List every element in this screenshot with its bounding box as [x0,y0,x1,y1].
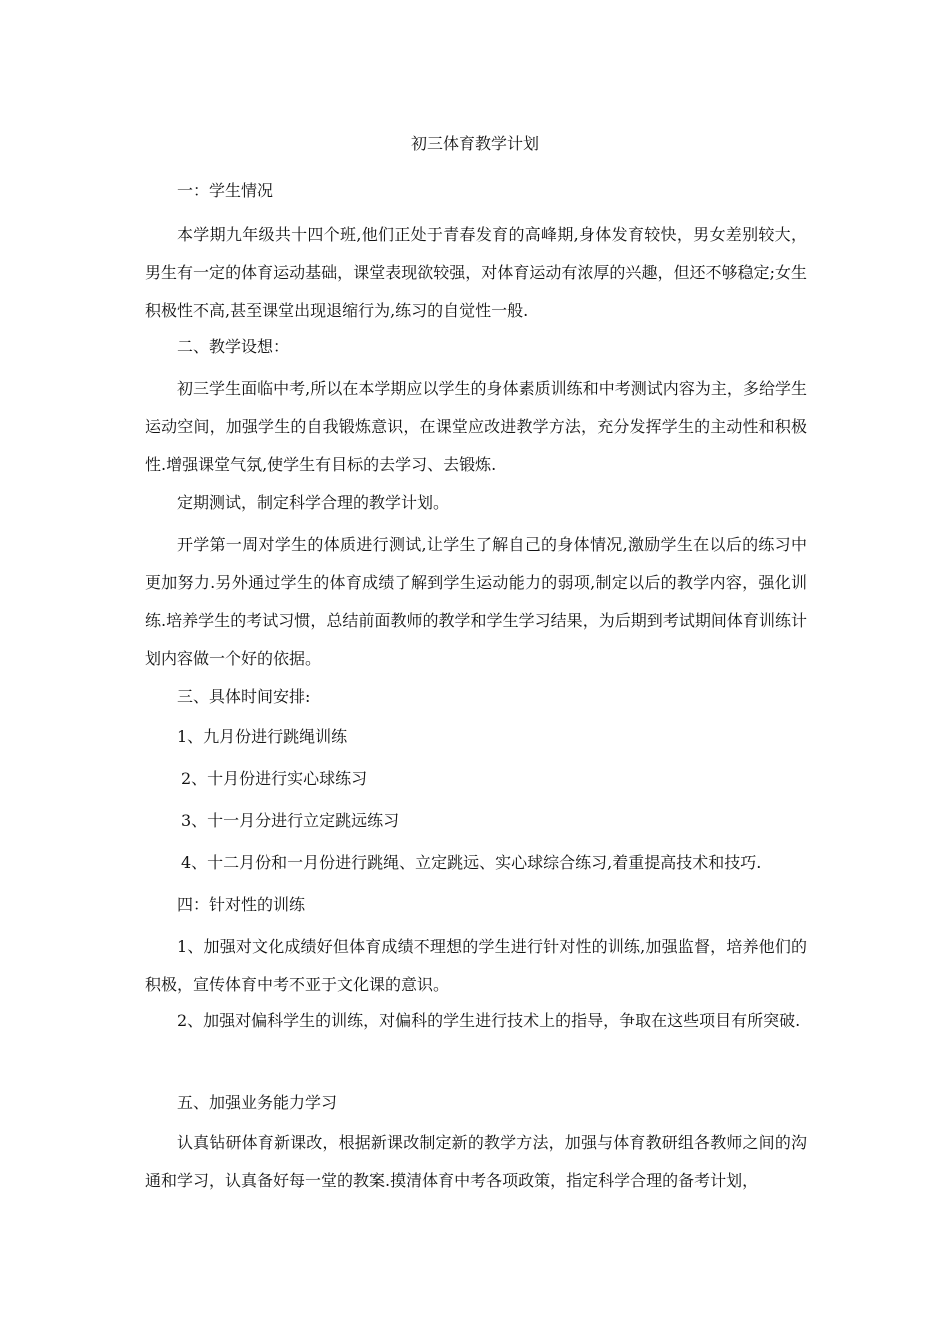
section-5-paragraph: 认真钻研体育新课改，根据新课改制定新的教学方法，加强与体育教研组各教师之间的沟通和学习，认真备好每一堂的教案.摸清体育中考各项政策，指定科学合理的备考计划， [145,1133,807,1190]
section-2-paragraph-1: 初三学生面临中考,所以在本学期应以学生的身体素质训练和中考测试内容为主，多给学生运动空间，加强学生的自我锻炼意识，在课堂应改进教学方法，充分发挥学生的主动性和积极性.增强课堂气氛,使学生有目标的去学习、去锻炼. [145,379,807,474]
section-2-paragraph-2: 定期测试，制定科学合理的教学计划。 [177,493,450,512]
section-2-paragraph-3: 开学第一周对学生的体质进行测试,让学生了解自己的身体情况,激励学生在以后的练习中更加努力.另外通过学生的体育成绩了解到学生运动能力的弱项,制定以后的教学内容，强化训练.培养学生的考试习惯，总结前面教师的教学和学生学习结果，为后期到考试期间体育训练计划内容做一个好的依据。 [145,535,807,668]
section-4-heading: 四：针对性的训练 [177,895,306,914]
section-3-item-3: 3、十一月分进行立定跳远练习 [181,811,400,830]
document-title: 初三体育教学计划 [410,134,539,153]
section-1-heading: 一：学生情况 [177,181,274,200]
section-3-heading: 三、具体时间安排: [177,687,311,706]
section-1-paragraph: 本学期九年级共十四个班,他们正处于青春发育的高峰期,身体发育较快，男女差别较大，男生有一定的体育运动基础，课堂表现欲较强，对体育运动有浓厚的兴趣，但还不够稳定;女生积极性不高,甚至课堂出现退缩行为,练习的自觉性一般. [145,225,807,320]
section-5-heading: 五、加强业务能力学习 [177,1093,338,1112]
section-3-item-2: 2、十月份进行实心球练习 [181,769,368,788]
section-4-item-1: 1、加强对文化成绩好但体育成绩不理想的学生进行针对性的训练,加强监督，培养他们的积极，宣传体育中考不亚于文化课的意识。 [145,937,807,994]
section-3-item-1: 1、九月份进行跳绳训练 [177,727,348,746]
section-3-item-4: 4、十二月份和一月份进行跳绳、立定跳远、实心球综合练习,着重提高技术和技巧. [181,853,762,872]
section-2-heading: 二、教学设想： [177,337,290,356]
section-4-item-2: 2、加强对偏科学生的训练，对偏科的学生进行技术上的指导，争取在这些项目有所突破. [177,1011,801,1030]
